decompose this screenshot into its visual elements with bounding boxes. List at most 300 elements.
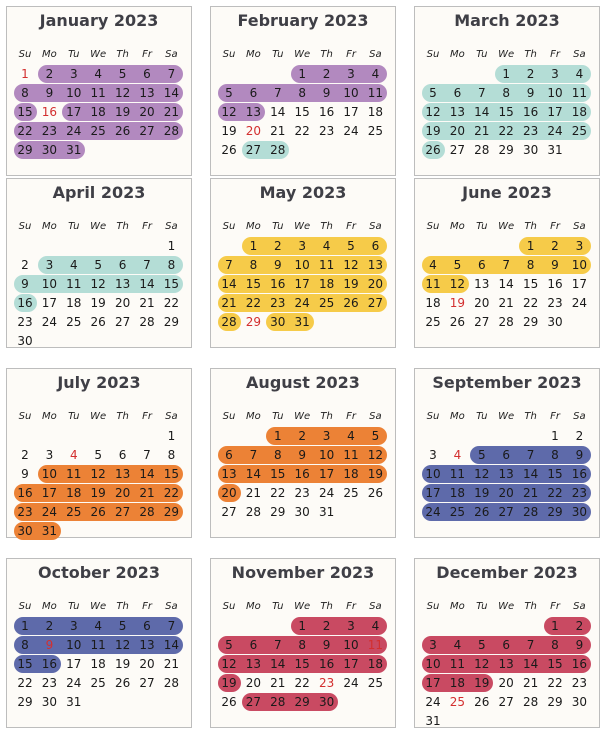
day-cell: 15	[17, 105, 33, 119]
day-cell: 7	[526, 638, 535, 652]
day-cell: 28	[270, 143, 286, 157]
weekday-label: Su	[426, 601, 440, 612]
day-cell: 24	[318, 486, 335, 500]
day-cell: 18	[571, 105, 588, 119]
day-cell: 14	[498, 277, 514, 291]
day-cell: 4	[69, 448, 78, 462]
day-cell: 7	[502, 258, 510, 272]
day-cell: 23	[571, 676, 588, 690]
day-cell: 14	[270, 105, 286, 119]
day-cell: 22	[498, 124, 514, 138]
day-cell: 1	[502, 67, 510, 81]
day-cell: 19	[90, 296, 106, 310]
day-cell: 24	[425, 695, 441, 709]
day-cell: 11	[66, 277, 82, 291]
day-cell: 8	[273, 448, 282, 462]
day-cell: 7	[526, 448, 535, 462]
day-cell: 3	[45, 448, 54, 462]
day-cell: 17	[294, 277, 310, 291]
weekday-label: We	[90, 49, 107, 60]
day-cell: 8	[21, 638, 29, 652]
day-cell: 16	[547, 277, 563, 291]
day-cell: 26	[114, 676, 131, 690]
weekday-label: Sa	[165, 221, 178, 232]
day-cell: 26	[425, 143, 441, 157]
day-cell: 27	[367, 296, 384, 310]
day-cell: 14	[522, 467, 539, 481]
day-cell: 15	[17, 657, 33, 671]
day-cell: 30	[522, 143, 539, 157]
day-cell: 3	[347, 619, 355, 633]
day-cell: 8	[298, 638, 306, 652]
day-cell: 29	[270, 505, 286, 519]
day-cell: 7	[143, 258, 151, 272]
day-cell: 31	[294, 315, 310, 329]
day-cell: 2	[575, 619, 584, 633]
weekday-label: Sa	[369, 49, 382, 60]
day-cell: 3	[69, 67, 78, 81]
day-cell: 12	[90, 467, 106, 481]
day-cell: 1	[551, 429, 559, 443]
weekday-label: Mo	[450, 411, 465, 422]
day-cell: 28	[163, 676, 180, 690]
weekday-label: Sa	[165, 601, 178, 612]
weekday-label: Th	[320, 221, 333, 232]
weekday-label: We	[498, 601, 515, 612]
day-cell: 27	[139, 676, 155, 690]
day-cell: 3	[347, 67, 355, 81]
day-cell: 17	[343, 105, 359, 119]
weekday-label: Mo	[246, 49, 261, 60]
day-cell: 27	[221, 505, 237, 519]
day-cell: 18	[449, 486, 466, 500]
day-cell: 1	[21, 619, 29, 633]
day-cell: 21	[163, 105, 180, 119]
day-cell: 25	[318, 296, 335, 310]
weekday-label: We	[90, 411, 107, 422]
day-cell: 7	[143, 448, 151, 462]
month-title: November 2023	[231, 563, 375, 582]
day-cell: 29	[547, 695, 563, 709]
day-cell: 26	[474, 695, 490, 709]
day-cell: 21	[522, 676, 539, 690]
weekday-label: Su	[18, 221, 32, 232]
day-cell: 22	[270, 486, 286, 500]
day-cell: 10	[547, 86, 563, 100]
weekday-label: Fr	[142, 221, 152, 232]
month-title: August 2023	[246, 373, 360, 392]
day-cell: 12	[474, 657, 490, 671]
weekday-label: Tu	[476, 221, 488, 232]
weekday-label: Sa	[369, 221, 382, 232]
day-cell: 21	[270, 124, 286, 138]
weekday-label: Sa	[165, 49, 178, 60]
day-cell: 30	[547, 315, 563, 329]
day-cell: 20	[139, 105, 155, 119]
day-cell: 15	[547, 657, 563, 671]
day-cell: 21	[245, 486, 262, 500]
day-cell: 11	[449, 467, 466, 481]
weekday-label: Tu	[68, 601, 80, 612]
day-cell: 28	[245, 505, 262, 519]
day-cell: 19	[474, 676, 490, 690]
day-cell: 23	[571, 486, 588, 500]
day-cell: 16	[41, 105, 58, 119]
day-cell: 14	[474, 105, 490, 119]
day-cell: 24	[294, 296, 310, 310]
weekday-label: Tu	[272, 411, 284, 422]
weekday-label: Mo	[450, 221, 465, 232]
day-cell: 25	[425, 315, 441, 329]
weekday-label: Fr	[550, 221, 560, 232]
day-cell: 31	[66, 695, 82, 709]
day-cell: 27	[498, 695, 514, 709]
day-cell: 24	[41, 315, 58, 329]
day-cell: 24	[571, 296, 588, 310]
day-cell: 15	[163, 467, 180, 481]
day-cell: 28	[522, 505, 539, 519]
day-cell: 28	[139, 505, 155, 519]
weekday-label: Mo	[42, 49, 57, 60]
day-cell: 11	[318, 258, 335, 272]
weekday-label: Mo	[450, 49, 465, 60]
weekday-label: Su	[18, 49, 32, 60]
day-cell: 10	[41, 277, 58, 291]
weekday-label: Tu	[272, 221, 284, 232]
day-cell: 31	[66, 143, 82, 157]
day-cell: 13	[245, 657, 262, 671]
weekday-label: Fr	[346, 411, 356, 422]
weekday-label: Su	[426, 221, 440, 232]
weekday-label: Tu	[476, 601, 488, 612]
weekday-label: Mo	[42, 601, 57, 612]
day-cell: 2	[322, 67, 331, 81]
day-cell: 21	[522, 486, 539, 500]
day-cell: 4	[322, 239, 331, 253]
day-cell: 5	[453, 258, 462, 272]
day-cell: 23	[318, 676, 335, 690]
day-cell: 9	[21, 467, 29, 481]
day-cell: 8	[502, 86, 510, 100]
day-cell: 12	[114, 638, 131, 652]
day-cell: 15	[245, 277, 262, 291]
month-title: September 2023	[432, 373, 582, 392]
day-cell: 11	[90, 86, 106, 100]
day-cell: 18	[66, 296, 82, 310]
day-cell: 6	[249, 638, 258, 652]
day-cell: 16	[17, 486, 33, 500]
day-cell: 31	[425, 714, 441, 728]
day-cell: 1	[167, 429, 176, 443]
day-cell: 22	[547, 676, 563, 690]
day-cell: 19	[114, 105, 131, 119]
day-cell: 25	[367, 124, 384, 138]
month-card	[414, 558, 600, 728]
month-title: June 2023	[462, 183, 552, 202]
day-cell: 28	[163, 124, 180, 138]
day-cell: 5	[477, 638, 486, 652]
day-cell: 9	[551, 258, 559, 272]
day-cell: 16	[571, 657, 588, 671]
day-cell: 10	[343, 86, 359, 100]
day-cell: 28	[270, 695, 286, 709]
day-cell: 20	[449, 124, 466, 138]
day-cell: 11	[449, 657, 466, 671]
day-cell: 23	[294, 486, 310, 500]
day-cell: 3	[45, 258, 54, 272]
day-cell: 21	[139, 486, 155, 500]
day-cell: 26	[343, 296, 359, 310]
day-cell: 7	[273, 86, 282, 100]
day-cell: 10	[425, 657, 441, 671]
day-cell: 10	[425, 467, 441, 481]
day-cell: 14	[139, 277, 155, 291]
day-cell: 24	[66, 676, 82, 690]
day-cell: 27	[245, 143, 262, 157]
weekday-label: We	[498, 221, 515, 232]
day-cell: 11	[90, 638, 106, 652]
weekday-label: Su	[18, 601, 32, 612]
weekday-label: Tu	[476, 411, 488, 422]
weekday-label: Fr	[346, 49, 356, 60]
day-cell: 25	[66, 505, 82, 519]
day-cell: 9	[322, 638, 331, 652]
day-cell: 9	[526, 86, 535, 100]
weekday-label: We	[90, 601, 107, 612]
day-cell: 24	[343, 676, 359, 690]
day-cell: 5	[118, 619, 127, 633]
day-cell: 19	[474, 486, 490, 500]
day-cell: 14	[270, 657, 286, 671]
weekday-label: Tu	[68, 49, 80, 60]
day-cell: 28	[498, 315, 514, 329]
day-cell: 3	[298, 239, 306, 253]
day-cell: 11	[343, 448, 359, 462]
day-cell: 21	[139, 296, 155, 310]
day-cell: 3	[322, 429, 331, 443]
weekday-label: Th	[320, 411, 333, 422]
weekday-label: Fr	[346, 601, 356, 612]
day-cell: 20	[114, 296, 131, 310]
day-cell: 4	[429, 258, 437, 272]
day-cell: 17	[425, 486, 441, 500]
day-cell: 23	[41, 676, 58, 690]
day-cell: 30	[17, 524, 33, 538]
month-card	[210, 368, 396, 538]
day-cell: 29	[498, 143, 514, 157]
day-cell: 19	[114, 657, 131, 671]
day-cell: 1	[167, 239, 176, 253]
day-cell: 2	[21, 258, 29, 272]
weekday-label: Tu	[272, 49, 284, 60]
month-card	[6, 368, 192, 538]
day-cell: 3	[551, 67, 559, 81]
day-cell: 4	[371, 619, 380, 633]
day-cell: 9	[45, 86, 54, 100]
day-cell: 23	[522, 124, 539, 138]
day-cell: 23	[547, 296, 563, 310]
day-cell: 27	[245, 695, 262, 709]
day-cell: 28	[474, 143, 490, 157]
weekday-label: Su	[426, 49, 440, 60]
month-title: January 2023	[39, 11, 159, 30]
day-cell: 13	[139, 86, 155, 100]
month-card	[6, 6, 192, 176]
day-cell: 21	[163, 657, 180, 671]
day-cell: 13	[498, 467, 514, 481]
day-cell: 16	[41, 657, 58, 671]
day-cell: 17	[66, 657, 82, 671]
day-cell: 1	[526, 239, 535, 253]
weekday-label: Sa	[165, 411, 178, 422]
day-cell: 13	[221, 467, 237, 481]
day-cell: 4	[371, 67, 380, 81]
day-cell: 8	[167, 258, 176, 272]
day-cell: 19	[425, 124, 441, 138]
day-cell: 18	[90, 657, 106, 671]
day-cell: 23	[17, 505, 33, 519]
day-cell: 21	[498, 296, 514, 310]
day-cell: 13	[114, 467, 131, 481]
weekday-label: Mo	[42, 411, 57, 422]
day-cell: 5	[477, 448, 486, 462]
day-cell: 4	[453, 448, 462, 462]
weekday-label: Th	[524, 49, 537, 60]
day-cell: 21	[221, 296, 237, 310]
day-cell: 16	[318, 105, 335, 119]
weekday-label: Fr	[142, 601, 152, 612]
day-cell: 31	[41, 524, 58, 538]
weekday-label: Tu	[68, 411, 80, 422]
weekday-label: Tu	[272, 601, 284, 612]
month-title: December 2023	[436, 563, 578, 582]
day-cell: 14	[139, 467, 155, 481]
day-cell: 24	[425, 505, 441, 519]
day-cell: 11	[66, 467, 82, 481]
day-cell: 7	[273, 638, 282, 652]
month-card	[210, 558, 396, 728]
day-cell: 13	[114, 277, 131, 291]
month-title: March 2023	[454, 11, 560, 30]
day-cell: 20	[367, 277, 384, 291]
day-cell: 13	[139, 638, 155, 652]
day-cell: 9	[45, 638, 54, 652]
month-card	[414, 368, 600, 538]
month-title: April 2023	[52, 183, 146, 202]
day-cell: 3	[69, 619, 78, 633]
day-cell: 1	[298, 67, 306, 81]
day-cell: 24	[66, 124, 82, 138]
day-cell: 16	[318, 657, 335, 671]
month-card	[210, 6, 396, 176]
day-cell: 25	[571, 124, 588, 138]
day-cell: 18	[425, 296, 441, 310]
day-cell: 9	[575, 448, 584, 462]
weekday-label: Sa	[573, 221, 586, 232]
day-cell: 19	[90, 486, 106, 500]
day-cell: 23	[318, 124, 335, 138]
weekday-label: Mo	[246, 601, 261, 612]
day-cell: 6	[249, 86, 258, 100]
day-cell: 4	[347, 429, 355, 443]
day-cell: 12	[90, 277, 106, 291]
weekday-label: We	[498, 49, 515, 60]
day-cell: 22	[17, 676, 33, 690]
day-cell: 25	[449, 505, 466, 519]
day-cell: 23	[270, 296, 286, 310]
day-cell: 1	[551, 619, 559, 633]
day-cell: 14	[522, 657, 539, 671]
weekday-label: Fr	[550, 411, 560, 422]
day-cell: 20	[474, 296, 490, 310]
day-cell: 15	[547, 467, 563, 481]
day-cell: 8	[298, 86, 306, 100]
day-cell: 19	[221, 124, 237, 138]
day-cell: 2	[21, 448, 29, 462]
day-cell: 15	[270, 467, 286, 481]
day-cell: 8	[551, 448, 559, 462]
day-cell: 26	[90, 315, 106, 329]
weekday-label: Th	[524, 221, 537, 232]
day-cell: 26	[449, 315, 466, 329]
day-cell: 27	[114, 315, 131, 329]
day-cell: 2	[575, 429, 584, 443]
day-cell: 17	[41, 486, 58, 500]
day-cell: 1	[273, 429, 282, 443]
month-card	[210, 178, 396, 348]
month-card	[6, 558, 192, 728]
day-cell: 14	[163, 86, 180, 100]
day-cell: 6	[453, 86, 462, 100]
day-cell: 10	[66, 638, 82, 652]
day-cell: 13	[449, 105, 466, 119]
day-cell: 5	[94, 448, 102, 462]
day-cell: 6	[118, 448, 127, 462]
weekday-label: We	[294, 49, 311, 60]
day-cell: 1	[249, 239, 258, 253]
day-cell: 5	[225, 86, 233, 100]
weekday-label: We	[294, 601, 311, 612]
weekday-label: We	[90, 221, 107, 232]
day-cell: 1	[298, 619, 306, 633]
day-cell: 12	[221, 105, 237, 119]
day-cell: 26	[90, 505, 106, 519]
day-cell: 26	[367, 486, 384, 500]
day-cell: 30	[41, 143, 58, 157]
day-cell: 17	[318, 467, 335, 481]
day-cell: 30	[571, 505, 588, 519]
day-cell: 27	[449, 143, 466, 157]
day-cell: 2	[45, 619, 54, 633]
weekday-label: Su	[18, 411, 32, 422]
day-cell: 20	[498, 676, 514, 690]
day-cell: 17	[343, 657, 359, 671]
day-cell: 11	[571, 86, 588, 100]
day-cell: 12	[449, 277, 466, 291]
day-cell: 18	[367, 105, 384, 119]
day-cell: 22	[163, 296, 180, 310]
weekday-label: Fr	[346, 221, 356, 232]
weekday-label: Su	[222, 601, 236, 612]
day-cell: 10	[318, 448, 335, 462]
day-cell: 22	[17, 124, 33, 138]
day-cell: 6	[371, 239, 380, 253]
day-cell: 4	[575, 67, 584, 81]
day-cell: 16	[522, 105, 539, 119]
day-cell: 8	[21, 86, 29, 100]
day-cell: 31	[547, 143, 563, 157]
day-cell: 29	[547, 505, 563, 519]
